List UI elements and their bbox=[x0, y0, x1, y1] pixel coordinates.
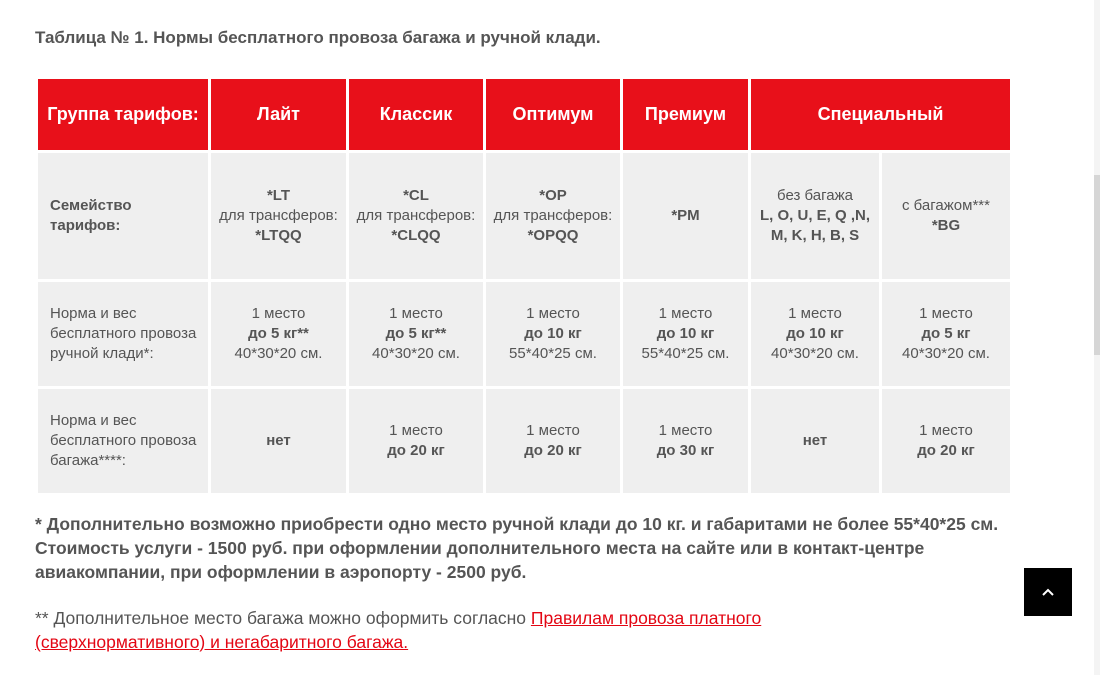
dimensions: 40*30*20 см. bbox=[902, 344, 990, 362]
no-baggage-value: нет bbox=[266, 432, 291, 450]
places: 1 место bbox=[788, 305, 842, 323]
cell-baggage-special-bag bbox=[882, 389, 1010, 493]
dimensions: 55*40*25 см. bbox=[641, 344, 730, 362]
footnote-text: ** Дополнительное место багажа можно оформить согласно bbox=[35, 608, 531, 628]
header-classic: Классик bbox=[349, 79, 483, 150]
header-lite: Лайт bbox=[211, 79, 346, 150]
footnote-extra-baggage bbox=[35, 606, 935, 654]
row-label-baggage: Норма и вес бесплатного провоза багажа****: bbox=[38, 389, 208, 493]
header-tariff-group: Группа тарифов: bbox=[38, 79, 208, 150]
fare-code: *CL bbox=[403, 187, 429, 205]
cell-hand-premium bbox=[623, 282, 748, 386]
cell-baggage-lite bbox=[211, 389, 346, 493]
table-row-baggage bbox=[38, 389, 1010, 493]
table-header-row bbox=[38, 79, 1010, 150]
cell-hand-optimum bbox=[486, 282, 620, 386]
cell-family-optimum bbox=[486, 153, 620, 279]
fare-code: *PM bbox=[671, 207, 700, 225]
table-row-family bbox=[38, 153, 1010, 279]
places: 1 место bbox=[658, 422, 713, 440]
weight: до 10 кг bbox=[524, 325, 582, 343]
places: 1 место bbox=[919, 305, 973, 323]
weight: до 5 кг** bbox=[248, 325, 309, 343]
paid-baggage-rules-link[interactable]: Правилам провоза платного (сверхнормативного) и негабаритного багажа. bbox=[35, 608, 762, 653]
cell-hand-lite bbox=[211, 282, 346, 386]
weight: до 5 кг** bbox=[385, 325, 447, 343]
scroll-to-top-button[interactable] bbox=[1024, 568, 1072, 616]
weight: до 10 кг bbox=[786, 325, 844, 343]
weight: до 20 кг bbox=[917, 442, 975, 459]
cell-family-premium bbox=[623, 153, 748, 279]
cell-family-lite bbox=[211, 153, 346, 279]
transfer-label: для трансферов: bbox=[493, 207, 613, 225]
transfer-code: *CLQQ bbox=[391, 226, 441, 244]
weight: до 20 кг bbox=[524, 442, 582, 459]
table-row-hand-luggage bbox=[38, 282, 1010, 386]
weight: до 20 кг bbox=[387, 442, 445, 459]
with-baggage-label: с багажом*** bbox=[902, 197, 990, 215]
fare-code: *BG bbox=[931, 217, 961, 234]
fare-codes: L, O, U, E, Q ,N, M, K, H, B, S bbox=[759, 207, 870, 244]
dimensions: 40*30*20 см. bbox=[771, 344, 859, 362]
page-title: Таблица № 1. Нормы бесплатного провоза багажа и ручной клади. bbox=[35, 28, 601, 47]
cell-baggage-classic bbox=[349, 389, 483, 493]
cell-baggage-special-no-bag bbox=[751, 389, 879, 493]
transfer-code: *OPQQ bbox=[527, 226, 579, 244]
header-optimum: Оптимум bbox=[486, 79, 620, 150]
places: 1 место bbox=[919, 422, 973, 440]
places: 1 место bbox=[526, 422, 580, 440]
footnote-hand-luggage: * Дополнительно возможно приобрести одно место ручной клади до 10 кг. и габаритами не более 55*40*25 см. Стоимость услуги - 1500 руб. при оформлении дополнительного места на сайте или в контакт-центре авиакомпании, при оформлении в аэропорту - 2500 руб. bbox=[35, 514, 999, 583]
places: 1 место bbox=[251, 305, 306, 323]
scrollbar-thumb[interactable] bbox=[1094, 175, 1100, 355]
cell-baggage-premium bbox=[623, 389, 748, 493]
dimensions: 40*30*20 см. bbox=[234, 344, 323, 362]
places: 1 место bbox=[658, 305, 713, 323]
header-special: Специальный bbox=[751, 79, 1010, 150]
weight: до 5 кг bbox=[921, 325, 971, 343]
scrollbar-track[interactable] bbox=[1094, 0, 1100, 675]
cell-hand-special-bag bbox=[882, 282, 1010, 386]
weight: до 30 кг bbox=[656, 442, 715, 459]
cell-hand-special-no-bag bbox=[751, 282, 879, 386]
fare-code: *LT bbox=[266, 187, 291, 205]
transfer-code: *LTQQ bbox=[255, 226, 302, 244]
cell-family-special-no-bag bbox=[751, 153, 879, 279]
places: 1 место bbox=[389, 422, 443, 440]
no-baggage-value: нет bbox=[802, 432, 828, 450]
transfer-label: для трансферов: bbox=[219, 207, 338, 225]
cell-baggage-optimum bbox=[486, 389, 620, 493]
places: 1 место bbox=[526, 305, 580, 323]
dimensions: 40*30*20 см. bbox=[372, 344, 460, 362]
row-label-family: Семейство тарифов: bbox=[38, 153, 208, 279]
places: 1 место bbox=[389, 305, 443, 323]
baggage-norms-table bbox=[35, 76, 1013, 496]
fare-code: *OP bbox=[539, 187, 567, 205]
transfer-label: для трансферов: bbox=[356, 207, 476, 225]
cell-family-special-bag bbox=[882, 153, 1010, 279]
cell-family-classic bbox=[349, 153, 483, 279]
no-baggage-label: без багажа bbox=[777, 187, 853, 205]
cell-hand-classic bbox=[349, 282, 483, 386]
header-premium: Премиум bbox=[623, 79, 748, 150]
weight: до 10 кг bbox=[656, 325, 715, 343]
row-label-hand-luggage: Норма и вес бесплатного провоза ручной клади*: bbox=[38, 282, 208, 386]
chevron-up-icon bbox=[1039, 583, 1057, 601]
dimensions: 55*40*25 см. bbox=[509, 344, 597, 362]
